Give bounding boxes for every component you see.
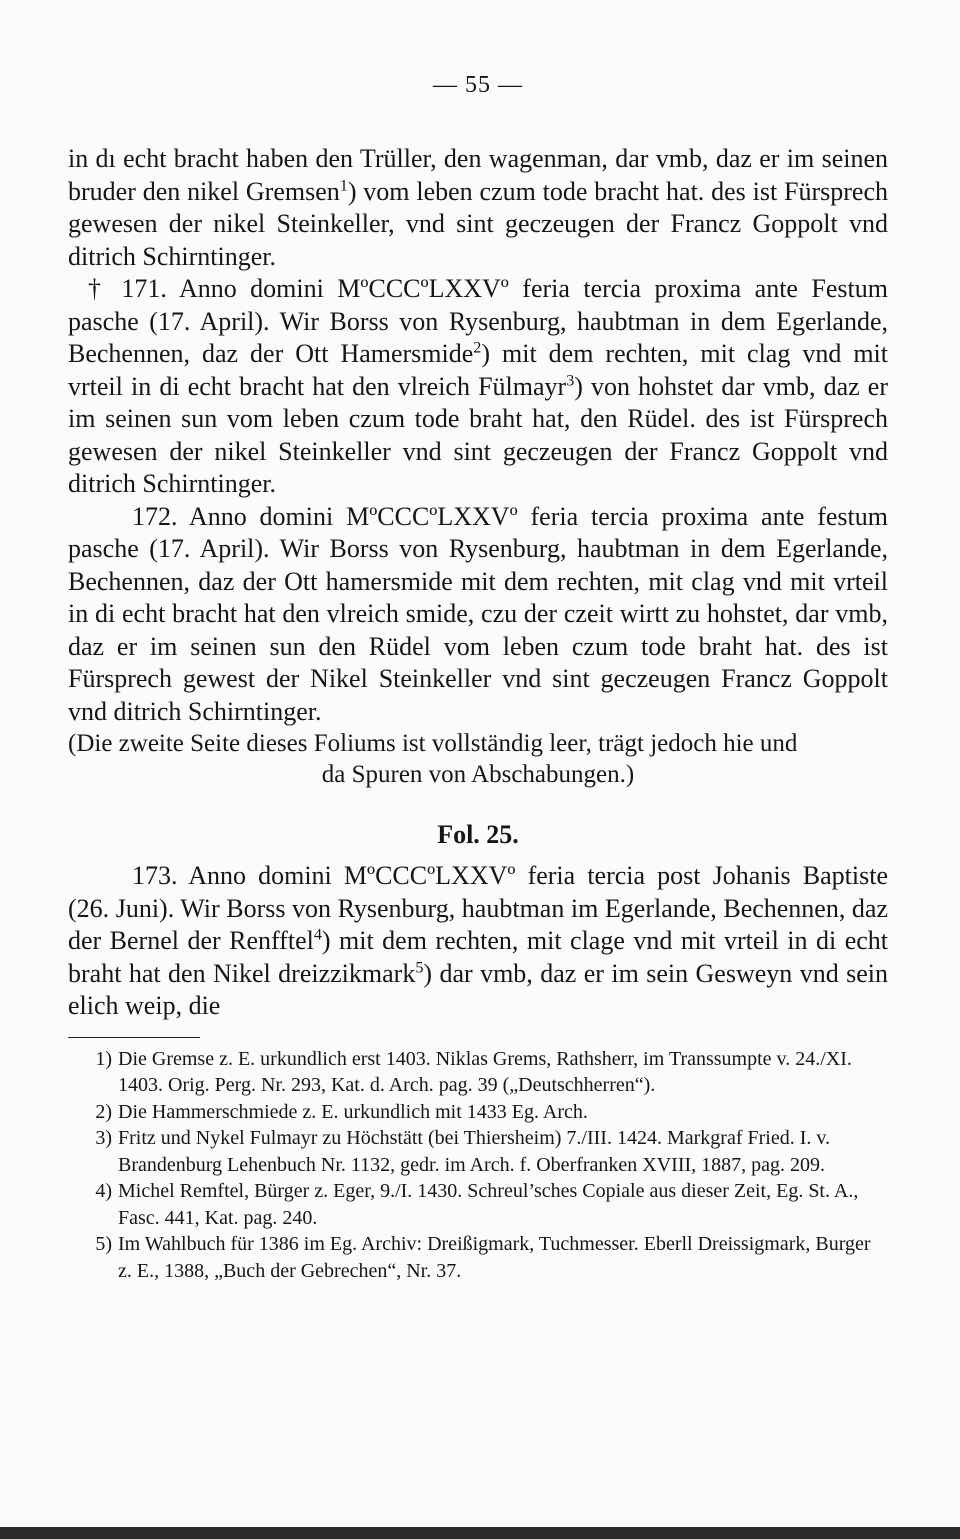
text-run: ) mit dem rechten, mit clag vnd mit vrteil in di echt bracht hat den vlreich Fülmayr <box>68 339 888 401</box>
editor-note <box>68 728 888 790</box>
text-run: ) dar vmb, daz er im sein Gesweyn vnd sein elich weip, die <box>68 958 888 1020</box>
editor-note-line-2: da Spuren von Abschabungen.) <box>321 761 635 788</box>
paragraph-172: 172. Anno domini MºCCCºLXXVº feria tercia proxima ante festum pasche (17. April). Wir Borss von Rysenburg, haubtman in dem Egerlande, Bechennen, daz der Ott hamersmide mit dem rechten, mit clag vnd mit vrteil in di echt bracht hat den vlreich smide, czu der czeit wirtt zu hohstet, dar vmb, daz er im seinen sun den Rüdel vom leben czum tode braht hat. des ist Fürsprech gewest der Nikel Steinkeller vnd sint geczeugen Francz Goppolt vnd ditrich Schirntinger. <box>68 501 888 726</box>
text-run: in dı echt bracht haben den Trüller, den wagenman, dar vmb, daz er im seinen bruder den nikel Gremsen <box>68 144 888 206</box>
footnote-ref-3: 3 <box>566 371 575 389</box>
footnote-ref-4: 4 <box>313 926 322 944</box>
paragraph-173 <box>68 860 888 1023</box>
main-text <box>68 143 888 728</box>
paragraph-170-continuation <box>68 143 888 273</box>
footnotes <box>68 1046 888 1285</box>
text-run: ) mit dem rechten, mit clage vnd mit vrteil in di echt braht hat den Nikel dreizzikmark <box>68 926 888 988</box>
text-run: ) vom leben czum tode bracht hat. des ist Fürsprech gewesen der nikel Steinkeller, vnd sint geczeugen der Francz Goppolt vnd ditrich Schirntinger. <box>68 176 888 271</box>
footnote-ref-1: 1 <box>339 176 348 194</box>
footnote-4 <box>68 1178 888 1231</box>
main-text-folio-25 <box>68 860 888 1023</box>
footnote-number: 4) <box>95 1180 112 1202</box>
footnote-text: Fritz und Nykel Fulmayr zu Höchstätt (bei Thiersheim) 7./III. 1424. Markgraf Fried. I. v. Brandenburg Lehenbuch Nr. 1132, gedr. im Arch. f. Oberfranken XVIII, 1887, pag. 209. <box>118 1127 831 1176</box>
text-run: ) von hohstet dar vmb, daz er im seinen sun vom leben czum tode braht hat, den Rüdel. des ist Fürsprech gewesen der nikel Steinkeller vnd sint geczeugen der Francz Goppolt vnd ditrich Schirntinger. <box>68 371 888 498</box>
footnote-number: 1) <box>95 1047 112 1070</box>
footnote-2 <box>68 1099 888 1126</box>
footnote-text: Die Hammerschmiede z. E. urkundlich mit 1433 Eg. Arch. <box>118 1100 588 1123</box>
footnote-3 <box>68 1125 888 1178</box>
footnote-text: Im Wahlbuch für 1386 im Eg. Archiv: Dreißigmark, Tuchmesser. Eberll Dreissigmark, Burger z. E., 1388, „Buch der Gebrechen“, Nr. 37. <box>118 1233 871 1282</box>
footnote-number: 5) <box>95 1233 112 1255</box>
footnote-text: Michel Remftel, Bürger z. Eger, 9./I. 1430. Schreul’sches Copiale aus dieser Zeit, Eg. St. A., Fasc. 441, Kat. pag. 240. <box>118 1180 859 1229</box>
footnote-ref-2: 2 <box>473 339 482 357</box>
text-run: † 171. Anno domini MºCCCºLXXVº feria tercia proxima ante Festum pasche (17. April). Wir Borss von Rysenburg, haubtman in dem Egerlande, Bechennen, daz der Ott Hamersmide <box>68 274 888 368</box>
footnote-number: 2) <box>95 1100 112 1123</box>
scan-bottom-edge <box>0 1527 960 1539</box>
document-page <box>68 72 888 1284</box>
footnote-5 <box>68 1231 888 1284</box>
text-run: 173. Anno domini MºCCCºLXXVº feria tercia post Johanis Baptiste (26. Juni). Wir Borss von Rysenburg, haubtman im Egerlande, Bechennen, daz der Bernel der Renfftel <box>68 861 888 955</box>
footnote-text: Die Gremse z. E. urkundlich erst 1403. Niklas Grems, Rathsherr, im Transsumpte v. 24./XI. 1403. Orig. Perg. Nr. 293, Kat. d. Arch. pag. 39 („Deutschherren“). <box>118 1047 852 1096</box>
editor-note-line-1: (Die zweite Seite dieses Foliums ist vollständig leer, trägt jedoch hie und <box>68 730 798 757</box>
footnote-ref-5: 5 <box>415 958 424 976</box>
paragraph-171 <box>68 273 888 501</box>
footnote-separator <box>68 1037 200 1038</box>
footnote-1 <box>68 1046 888 1099</box>
page-number: — 55 — <box>433 72 523 98</box>
footnote-number: 3) <box>95 1127 112 1149</box>
folio-heading: Fol. 25. <box>437 820 519 849</box>
